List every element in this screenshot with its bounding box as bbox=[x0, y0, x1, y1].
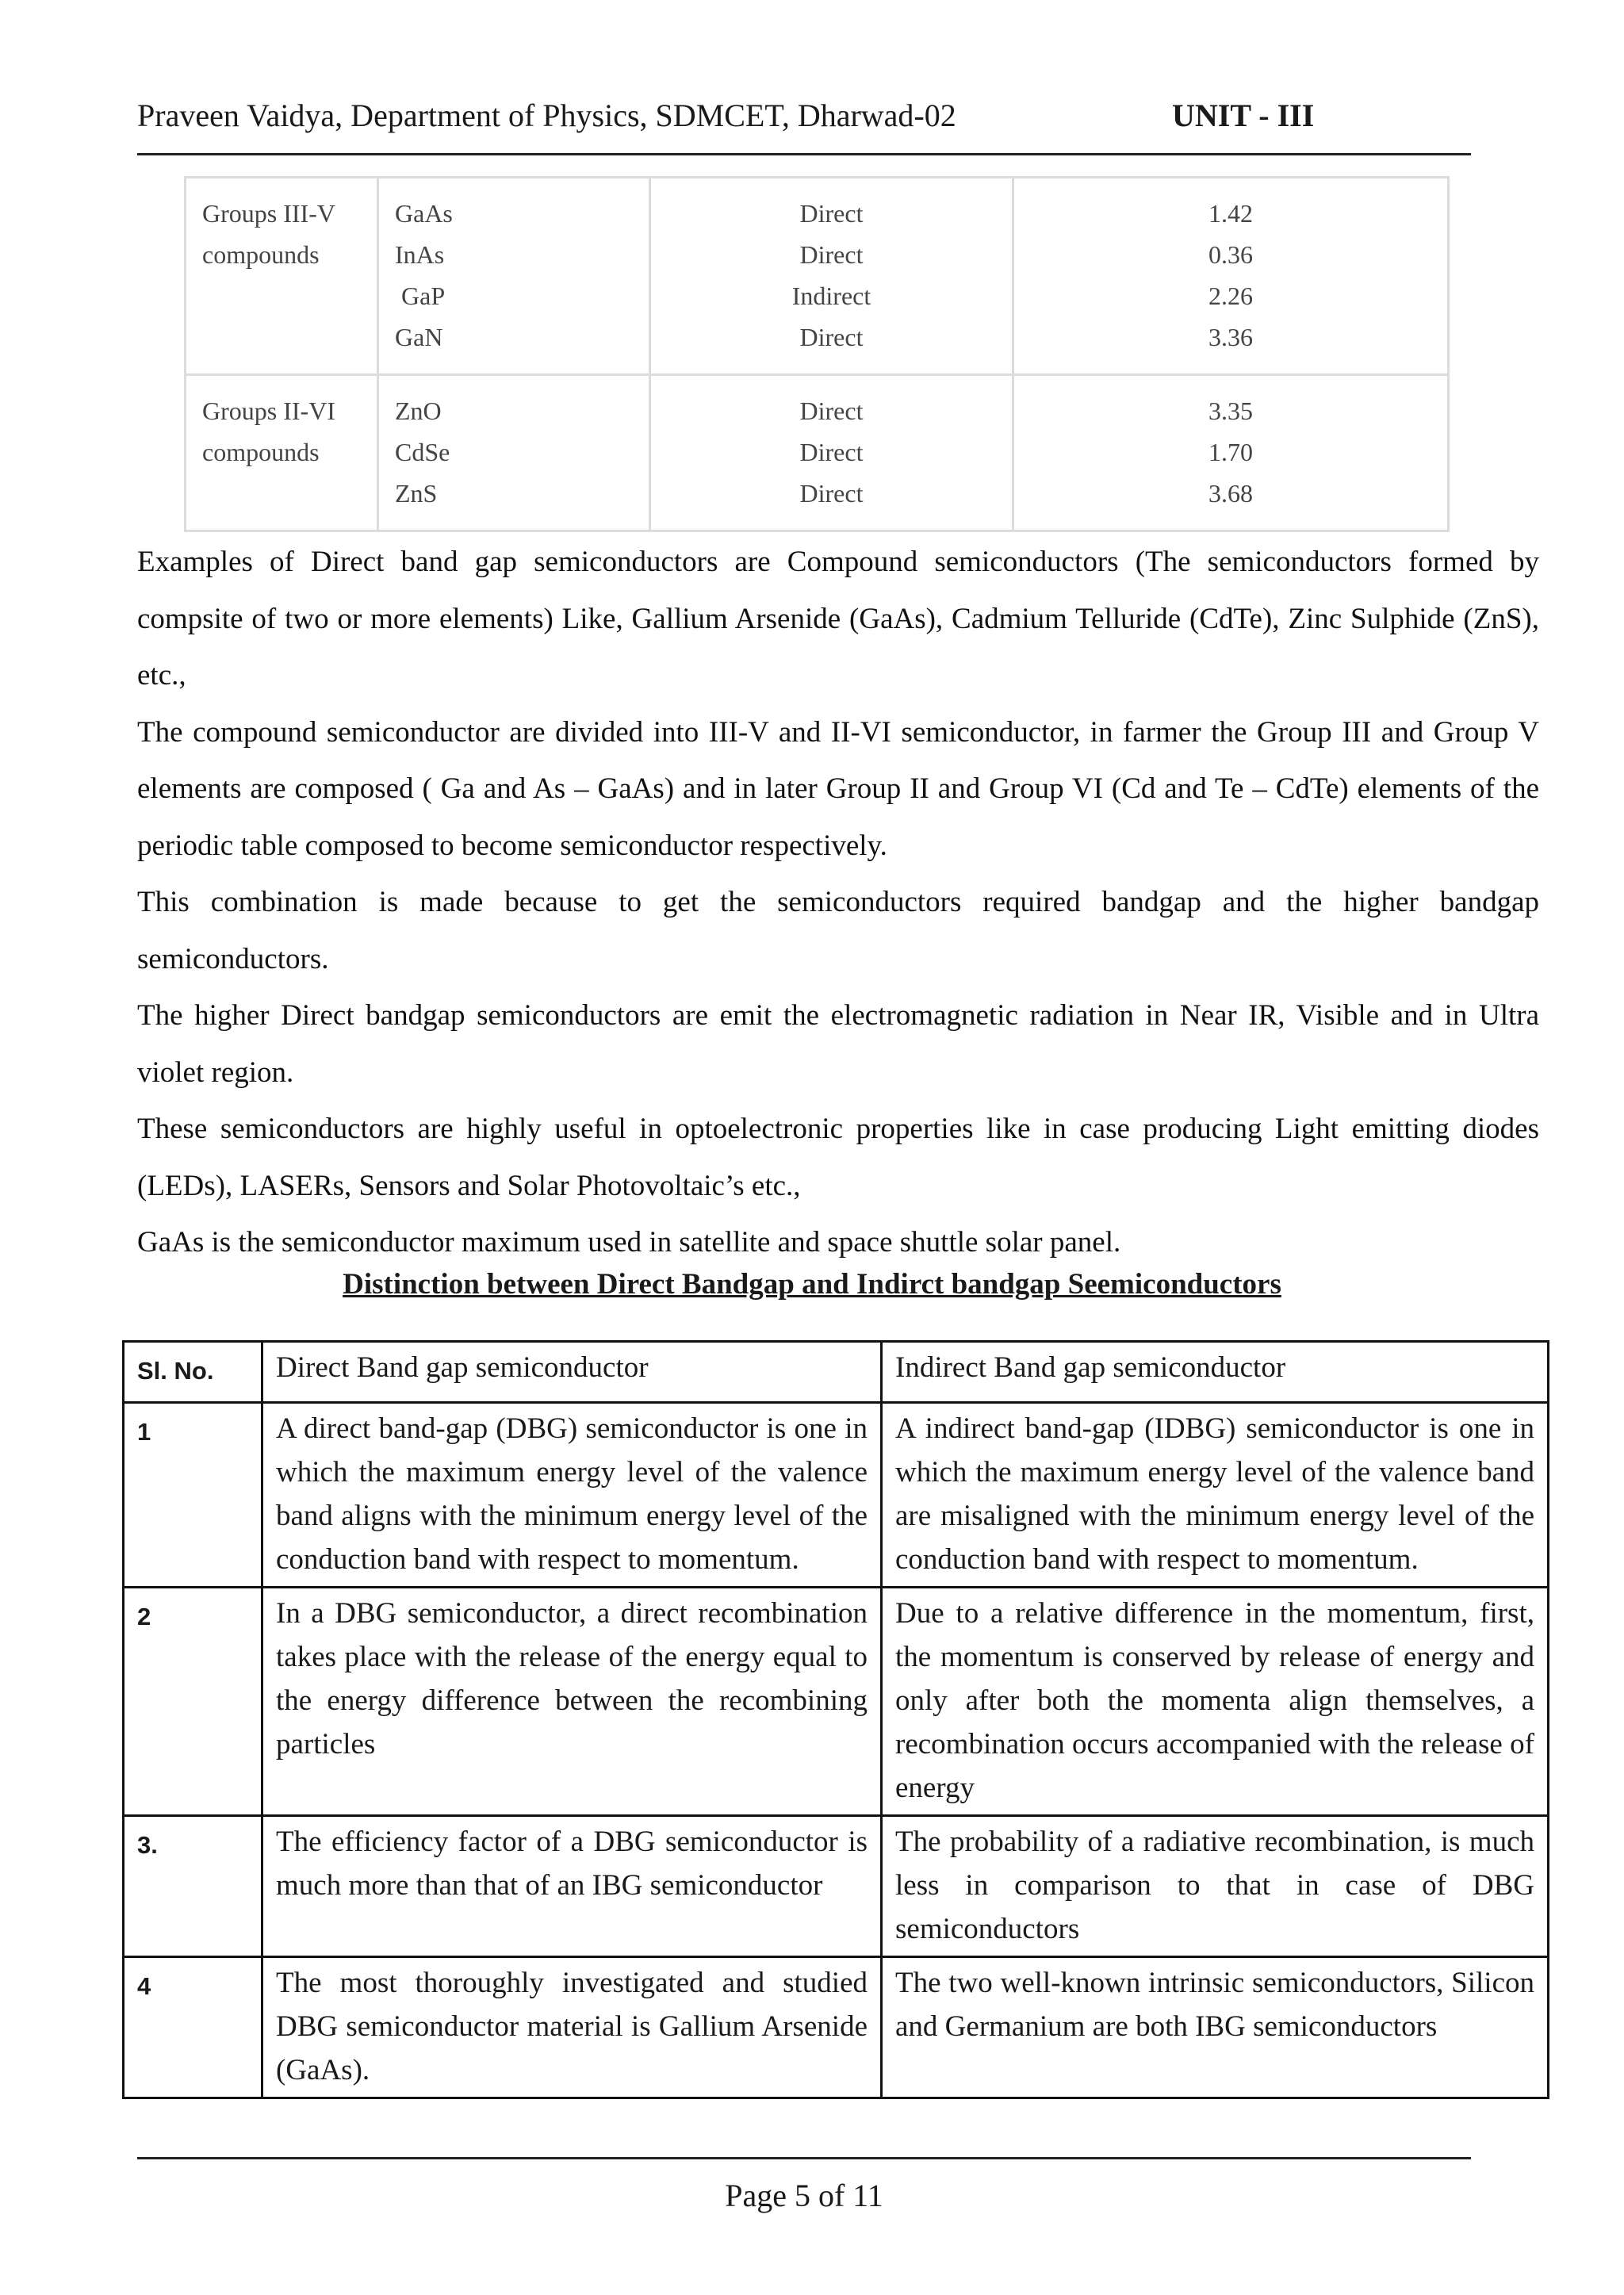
direct-cell: The most thoroughly investigated and studied DBG semiconductor material is Gallium Arsenide (GaAs). bbox=[262, 1957, 882, 2098]
table-row bbox=[124, 1403, 1549, 1588]
paragraph: Examples of Direct band gap semiconductors are Compound semiconductors (The semiconductors formed by compsite of two or more elements) Like, Gallium Arsenide (GaAs), Cadmium Telluride (CdTe), Zinc Sulphide (ZnS), etc., bbox=[137, 546, 1539, 692]
material-name: GaP bbox=[395, 282, 446, 310]
paragraph: This combination is made because to get the semiconductors required bandgap and the higher bandgap semiconductors. bbox=[137, 886, 1539, 975]
gap-value-cell bbox=[1013, 375, 1449, 531]
gap-type: Direct bbox=[799, 323, 864, 351]
paragraph: GaAs is the semiconductor maximum used in satellite and space shuttle solar panel. bbox=[137, 1226, 1121, 1259]
direct-cell: A direct band-gap (DBG) semiconductor is one in which the maximum energy level of the valence band aligns with the minimum energy level of the conduction band with respect to momentum. bbox=[262, 1403, 882, 1588]
material-name: ZnO bbox=[395, 397, 442, 425]
gap-type-cell bbox=[650, 178, 1013, 375]
gap-type-cell bbox=[650, 375, 1013, 531]
material-name: ZnS bbox=[395, 479, 438, 508]
serial-number: 1 bbox=[124, 1403, 262, 1588]
gap-type: Direct bbox=[799, 199, 864, 228]
gap-value: 2.26 bbox=[1208, 282, 1253, 310]
serial-number: 3. bbox=[124, 1816, 262, 1957]
table-header-row bbox=[124, 1342, 1549, 1403]
material-name: GaN bbox=[395, 323, 443, 351]
header-unit: UNIT - III bbox=[1172, 98, 1315, 133]
column-header: Direct Band gap semiconductor bbox=[262, 1342, 882, 1403]
table-row bbox=[124, 1816, 1549, 1957]
header-author: Praveen Vaidya, Department of Physics, SDMCET, Dharwad-02 bbox=[137, 98, 956, 133]
material-cell bbox=[378, 178, 650, 375]
page-footer bbox=[137, 2157, 1471, 2213]
gap-type: Direct bbox=[799, 240, 864, 269]
distinction-table bbox=[122, 1340, 1549, 2099]
gap-value: 3.68 bbox=[1208, 479, 1253, 508]
gap-type: Indirect bbox=[791, 282, 871, 310]
gap-value: 1.70 bbox=[1208, 438, 1253, 466]
paragraph: The compound semiconductor are divided into III-V and II-VI semiconductor, in farmer the Group III and Group V elements are composed ( Ga and As – GaAs) and in later Group II and Group VI (Cd and Te – CdTe) elements of the periodic table composed to become semiconductor respectively. bbox=[137, 715, 1539, 862]
table-row bbox=[124, 1588, 1549, 1816]
column-header: Indirect Band gap semiconductor bbox=[882, 1342, 1549, 1403]
column-header: Sl. No. bbox=[124, 1342, 262, 1403]
group-label: compounds bbox=[202, 240, 320, 269]
indirect-cell: Due to a relative difference in the momentum, first, the momentum is conserved by release of energy and only after both the momenta align themselves, a recombination occurs accompanied with the release of energy bbox=[882, 1588, 1549, 1816]
gap-type: Direct bbox=[799, 479, 864, 508]
group-label: compounds bbox=[202, 438, 320, 466]
material-name: GaAs bbox=[395, 199, 453, 228]
indirect-cell: The probability of a radiative recombination, is much less in comparison to that in case of DBG semiconductors bbox=[882, 1816, 1549, 1957]
material-cell bbox=[378, 375, 650, 531]
body-text bbox=[137, 534, 1539, 1271]
gap-value: 3.35 bbox=[1208, 397, 1253, 425]
gap-value-cell bbox=[1013, 178, 1449, 375]
group-label: Groups II-VI bbox=[202, 397, 335, 425]
table-row bbox=[124, 1957, 1549, 2098]
distinction-title: Distinction between Direct Bandgap and Indirct bandgap Seemiconductors bbox=[343, 1268, 1281, 1301]
page-header bbox=[137, 94, 1471, 155]
gap-type: Direct bbox=[799, 438, 864, 466]
direct-cell: The efficiency factor of a DBG semiconductor is much more than that of an IBG semiconductor bbox=[262, 1816, 882, 1957]
serial-number: 4 bbox=[124, 1957, 262, 2098]
serial-number: 2 bbox=[124, 1588, 262, 1816]
material-name: CdSe bbox=[395, 438, 450, 466]
direct-cell: In a DBG semiconductor, a direct recombination takes place with the release of the energy equal to the energy difference between the recombining particles bbox=[262, 1588, 882, 1816]
gap-value: 3.36 bbox=[1208, 323, 1253, 351]
page-number: Page 5 of 11 bbox=[725, 2178, 883, 2213]
paragraph: The higher Direct bandgap semiconductors are emit the electromagnetic radiation in Near IR, Visible and in Ultra violet region. bbox=[137, 999, 1539, 1089]
gap-value: 1.42 bbox=[1208, 199, 1253, 228]
table-row bbox=[186, 375, 1449, 531]
group-cell bbox=[186, 178, 378, 375]
indirect-cell: The two well-known intrinsic semiconductors, Silicon and Germanium are both IBG semiconductors bbox=[882, 1957, 1549, 2098]
material-name: InAs bbox=[395, 240, 445, 269]
group-cell bbox=[186, 375, 378, 531]
gap-value: 0.36 bbox=[1208, 240, 1253, 269]
indirect-cell: A indirect band-gap (IDBG) semiconductor is one in which the maximum energy level of the valence band are misaligned with the minimum energy level of the conduction band with respect to momentum. bbox=[882, 1403, 1549, 1588]
semiconductor-table bbox=[184, 176, 1450, 532]
paragraph: These semiconductors are highly useful in optoelectronic properties like in case producing Light emitting diodes (LEDs), LASERs, Sensors and Solar Photovoltaic’s etc., bbox=[137, 1113, 1539, 1202]
gap-type: Direct bbox=[799, 397, 864, 425]
group-label: Groups III-V bbox=[202, 199, 335, 228]
table-row bbox=[186, 178, 1449, 375]
